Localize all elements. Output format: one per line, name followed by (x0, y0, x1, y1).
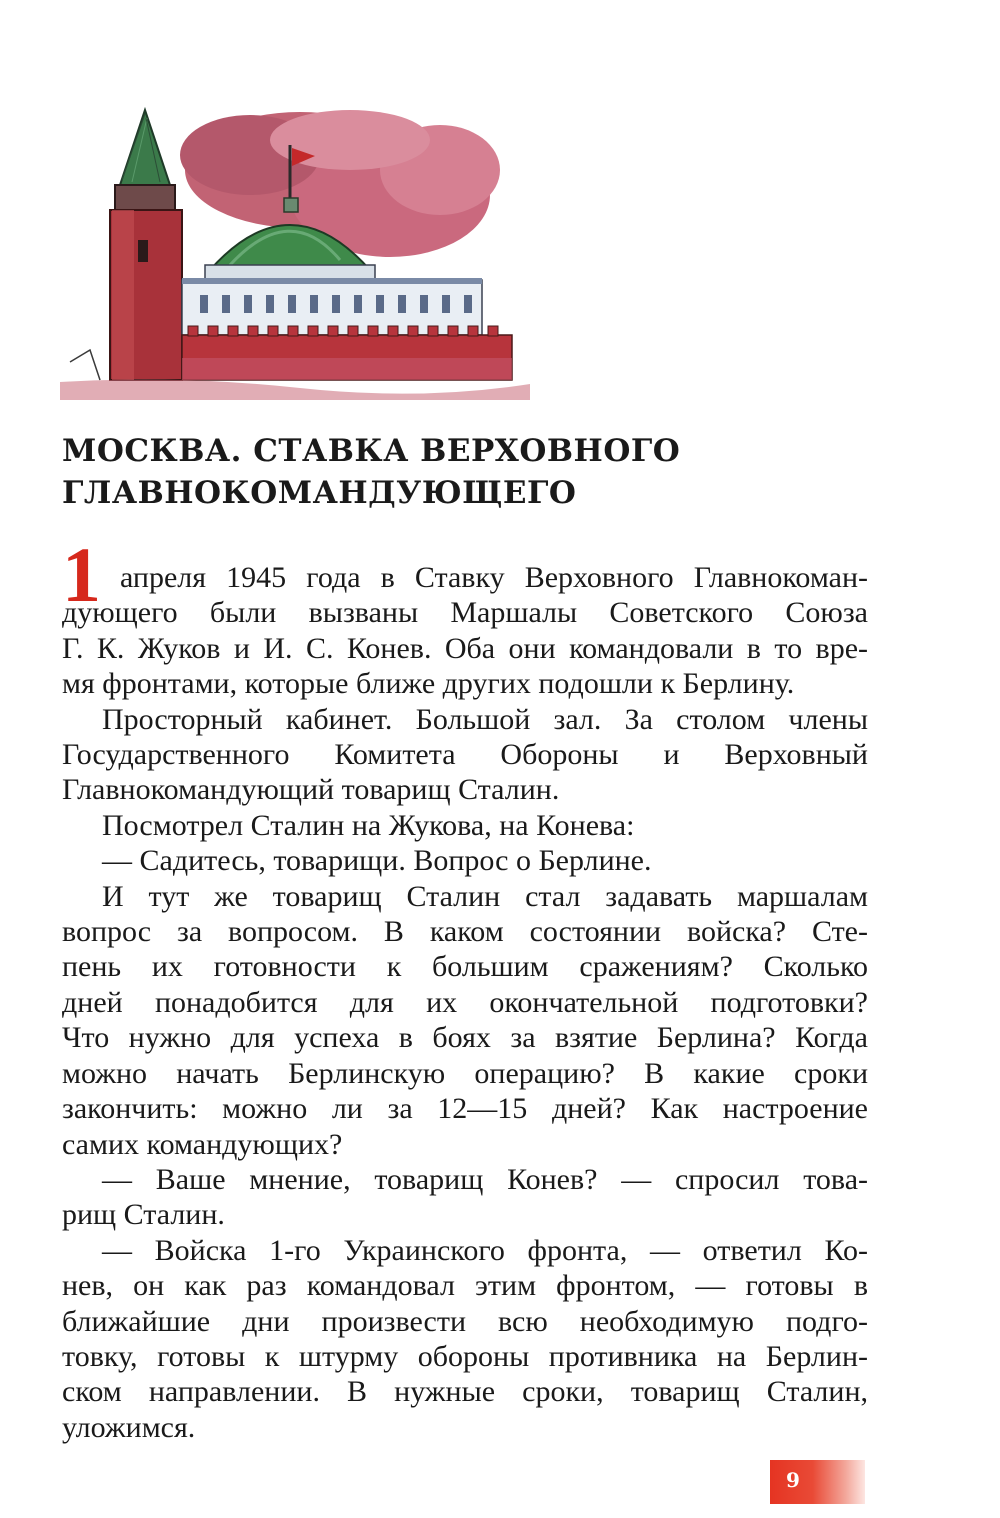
text-line: апреля 1945 года в Ставку Верховного Главнокоман- (120, 561, 868, 594)
page-number-tab (770, 1460, 865, 1504)
text-line: Г. К. Жуков и И. С. Конев. Оба они командовали в то вре- (62, 631, 868, 665)
page-title (62, 430, 902, 514)
title-line-1: МОСКВА. СТАВКА ВЕРХОВНОГО (62, 433, 681, 469)
text-line: И тут же товарищ Сталин стал задавать маршалам (102, 879, 868, 913)
article-body (62, 560, 868, 1445)
kremlin-illustration (60, 100, 530, 400)
text-line: вопрос за вопросом. В каком состоянии войска? Сте- (62, 915, 868, 949)
text-line: мя фронтами, которые ближе других подошли к Берлину. (62, 667, 795, 701)
text-line: Главнокомандующий товарищ Сталин. (62, 773, 560, 807)
text-line: ском направлении. В нужные сроки, товарищ Сталин, (62, 1375, 868, 1409)
text-line: нев, он как раз командовал этим фронтом, — готовы в (62, 1269, 868, 1303)
text-line: рищ Сталин. (62, 1198, 225, 1232)
text-line: самих командующих? (62, 1127, 343, 1161)
text-line: Что нужно для успеха в боях за взятие Берлина? Когда (62, 1021, 868, 1055)
text-line: Посмотрел Сталин на Жукова, на Конева: (102, 808, 635, 842)
text-line: Просторный кабинет. Большой зал. За столом члены (102, 702, 868, 736)
text-line: дней понадобится для их окончательной подготовки? (62, 985, 868, 1019)
text-line: — Садитесь, товарищи. Вопрос о Берлине. (102, 844, 652, 878)
text-line: закончить: можно ли за 12—15 дней? Как настроение (62, 1092, 868, 1126)
text-line: пень их готовности к большим сражениям? Сколько (62, 950, 868, 984)
drop-cap: 1 (62, 531, 101, 618)
cloud-wash (180, 110, 500, 257)
page-number: 9 (786, 1468, 800, 1492)
text-line: уложимся. (62, 1410, 196, 1444)
text-line: Государственного Комитета Обороны и Верховный (62, 738, 868, 772)
title-line-2: ГЛАВНОКОМАНДУЮЩЕГО (62, 475, 577, 511)
text-line: можно начать Берлинскую операцию? В какие сроки (62, 1056, 868, 1090)
text-line: ближайшие дни произвести всю необходимую подго- (62, 1304, 868, 1338)
kremlin-tower (110, 110, 182, 380)
text-line: дующего были вызваны Маршалы Советского Союза (62, 596, 868, 630)
text-line: — Ваше мнение, товарищ Конев? — спросил това- (102, 1162, 868, 1196)
text-line: товку, готовы к штурму обороны противника на Берлин- (62, 1339, 868, 1373)
text-line: — Войска 1-го Украинского фронта, — ответил Ко- (102, 1233, 868, 1267)
